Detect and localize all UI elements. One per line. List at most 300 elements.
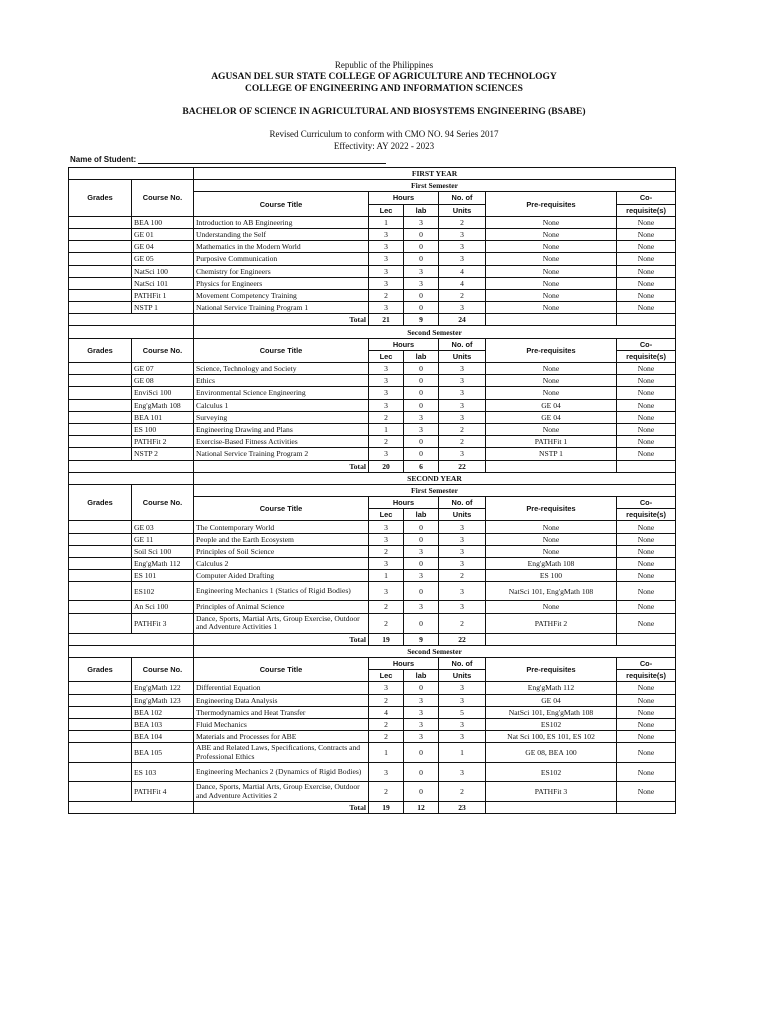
course-title-header: Course Title [194, 497, 369, 521]
corequisites-cell: None [617, 277, 676, 289]
course-row [69, 743, 676, 763]
course-title-cell: Calculus 1 [194, 399, 369, 411]
total-blank-cell [617, 314, 676, 326]
prerequisites-cell: NatSci 101, Eng'gMath 108 [486, 706, 617, 718]
total-blank-cell [69, 633, 194, 645]
hours-header: Hours [369, 192, 439, 204]
total-row [69, 633, 676, 645]
corequisites-cell: None [617, 363, 676, 375]
corequisites-cell: None [617, 241, 676, 253]
units-header-line2: Units [439, 350, 486, 362]
course-row [69, 216, 676, 228]
corequisites-cell: None [617, 763, 676, 782]
units-header-line2: Units [439, 509, 486, 521]
lab-hours-cell: 0 [404, 521, 439, 533]
grade-cell [69, 545, 132, 557]
corequisites-cell: None [617, 731, 676, 743]
total-lab: 12 [404, 802, 439, 814]
grades-header: Grades [69, 484, 132, 521]
lab-hours-cell: 3 [404, 216, 439, 228]
total-lec: 21 [369, 314, 404, 326]
lec-hours-cell: 2 [369, 782, 404, 802]
grade-cell [69, 694, 132, 706]
lab-header: lab [404, 509, 439, 521]
prerequisites-cell: ES102 [486, 763, 617, 782]
lec-hours-cell: 3 [369, 582, 404, 601]
grade-cell [69, 582, 132, 601]
lec-hours-cell: 2 [369, 613, 404, 633]
lec-hours-cell: 1 [369, 423, 404, 435]
total-lab: 9 [404, 314, 439, 326]
grade-cell [69, 375, 132, 387]
lab-hours-cell: 0 [404, 682, 439, 694]
grade-cell [69, 743, 132, 763]
lab-hours-cell: 3 [404, 265, 439, 277]
course-no-cell: PATHFit 2 [132, 436, 194, 448]
corequisites-cell: None [617, 411, 676, 423]
lec-hours-cell: 3 [369, 265, 404, 277]
units-header-line1: No. of [439, 338, 486, 350]
prerequisites-cell: GE 08, BEA 100 [486, 743, 617, 763]
course-row [69, 558, 676, 570]
course-title-cell: The Contemporary World [194, 521, 369, 533]
lab-hours-cell: 0 [404, 253, 439, 265]
course-title-header: Course Title [194, 192, 369, 216]
prerequisites-cell: GE 04 [486, 411, 617, 423]
lec-hours-cell: 2 [369, 718, 404, 730]
prerequisites-cell: ES 100 [486, 570, 617, 582]
header-revision-note: Revised Curriculum to conform with CMO NO. 94 Series 2017 [269, 129, 499, 139]
prerequisites-cell: PATHFit 3 [486, 782, 617, 802]
grade-cell [69, 387, 132, 399]
course-title-cell: National Service Training Program 2 [194, 448, 369, 460]
units-cell: 2 [439, 423, 486, 435]
course-row [69, 682, 676, 694]
total-row [69, 460, 676, 472]
course-no-cell: BEA 102 [132, 706, 194, 718]
lab-hours-cell: 3 [404, 423, 439, 435]
course-title-cell: ABE and Related Laws, Specifications, Contracts and Professional Ethics [194, 743, 369, 763]
units-cell: 2 [439, 782, 486, 802]
units-cell: 3 [439, 387, 486, 399]
corequisites-cell: None [617, 253, 676, 265]
curriculum-table [68, 167, 676, 814]
course-row [69, 423, 676, 435]
prerequisites-cell: None [486, 265, 617, 277]
grade-cell [69, 399, 132, 411]
prerequisites-cell: None [486, 387, 617, 399]
course-row [69, 545, 676, 557]
lec-header: Lec [369, 670, 404, 682]
course-title-cell: Materials and Processes for ABE [194, 731, 369, 743]
lec-hours-cell: 3 [369, 375, 404, 387]
total-units: 22 [439, 460, 486, 472]
lab-hours-cell: 0 [404, 533, 439, 545]
course-row [69, 613, 676, 633]
grade-cell [69, 216, 132, 228]
lec-hours-cell: 2 [369, 601, 404, 613]
corequisites-header-line2: requisite(s) [617, 509, 676, 521]
course-row [69, 570, 676, 582]
header-blank-cell [69, 472, 194, 484]
corequisites-header-line1: Co- [617, 497, 676, 509]
lec-hours-cell: 3 [369, 521, 404, 533]
lab-hours-cell: 0 [404, 228, 439, 240]
header-republic: Republic of the Philippines [334, 60, 434, 70]
prerequisites-cell: NatSci 101, Eng'gMath 108 [486, 582, 617, 601]
lec-hours-cell: 2 [369, 694, 404, 706]
grade-cell [69, 601, 132, 613]
corequisites-cell: None [617, 228, 676, 240]
course-no-cell: PATHFit 3 [132, 613, 194, 633]
prerequisites-cell: None [486, 216, 617, 228]
lec-header: Lec [369, 204, 404, 216]
lab-hours-cell: 0 [404, 782, 439, 802]
corequisites-cell: None [617, 448, 676, 460]
units-cell: 3 [439, 375, 486, 387]
prerequisites-cell: GE 04 [486, 399, 617, 411]
course-no-header: Course No. [132, 657, 194, 681]
lec-hours-cell: 1 [369, 570, 404, 582]
total-blank-cell [486, 314, 617, 326]
total-lab: 6 [404, 460, 439, 472]
grade-cell [69, 782, 132, 802]
course-row [69, 706, 676, 718]
units-cell: 4 [439, 277, 486, 289]
grade-cell [69, 718, 132, 730]
units-header-line2: Units [439, 204, 486, 216]
lab-hours-cell: 3 [404, 411, 439, 423]
course-row [69, 782, 676, 802]
corequisites-cell: None [617, 613, 676, 633]
units-cell: 3 [439, 363, 486, 375]
course-no-cell: An Sci 100 [132, 601, 194, 613]
student-name-blank-line [138, 155, 386, 164]
units-cell: 3 [439, 558, 486, 570]
course-no-cell: BEA 100 [132, 216, 194, 228]
units-cell: 3 [439, 228, 486, 240]
units-header-line1: No. of [439, 497, 486, 509]
header-blank-cell [69, 645, 194, 657]
total-blank-cell [486, 633, 617, 645]
corequisites-cell: None [617, 743, 676, 763]
grade-cell [69, 436, 132, 448]
grade-cell [69, 731, 132, 743]
corequisites-cell: None [617, 582, 676, 601]
units-cell: 3 [439, 411, 486, 423]
semester-title: Second Semester [194, 326, 676, 338]
prerequisites-cell: None [486, 375, 617, 387]
units-cell: 3 [439, 241, 486, 253]
prerequisites-cell: None [486, 241, 617, 253]
units-cell: 1 [439, 743, 486, 763]
student-name-label: Name of Student: [70, 155, 137, 164]
grade-cell [69, 289, 132, 301]
corequisites-cell: None [617, 718, 676, 730]
lab-hours-cell: 0 [404, 582, 439, 601]
lab-hours-cell: 0 [404, 375, 439, 387]
course-no-cell: GE 11 [132, 533, 194, 545]
prerequisites-cell: None [486, 423, 617, 435]
course-title-header: Course Title [194, 338, 369, 362]
total-label: Total [194, 633, 369, 645]
course-title-cell: Dance, Sports, Martial Arts, Group Exercise, Outdoor and Adventure Activities 1 [194, 613, 369, 633]
lec-hours-cell: 2 [369, 411, 404, 423]
course-row [69, 448, 676, 460]
lab-hours-cell: 3 [404, 706, 439, 718]
prerequisites-cell: None [486, 289, 617, 301]
hours-header: Hours [369, 657, 439, 669]
header-effectivity: Effectivity: AY 2022 - 2023 [333, 141, 435, 151]
total-row [69, 314, 676, 326]
units-cell: 3 [439, 399, 486, 411]
course-title-cell: Engineering Drawing and Plans [194, 423, 369, 435]
course-title-cell: Computer Aided Drafting [194, 570, 369, 582]
lab-hours-cell: 0 [404, 436, 439, 448]
total-lec: 20 [369, 460, 404, 472]
course-row [69, 241, 676, 253]
units-cell: 3 [439, 694, 486, 706]
lab-hours-cell: 0 [404, 363, 439, 375]
lab-hours-cell: 3 [404, 694, 439, 706]
course-title-cell: Chemistry for Engineers [194, 265, 369, 277]
corequisites-cell: None [617, 533, 676, 545]
lec-hours-cell: 4 [369, 706, 404, 718]
units-cell: 3 [439, 521, 486, 533]
corequisites-cell: None [617, 436, 676, 448]
semester-title: Second Semester [194, 645, 676, 657]
course-no-cell: ES 100 [132, 423, 194, 435]
lab-hours-cell: 0 [404, 763, 439, 782]
lec-hours-cell: 3 [369, 363, 404, 375]
units-cell: 3 [439, 601, 486, 613]
lab-header: lab [404, 350, 439, 362]
course-no-cell: PATHFit 4 [132, 782, 194, 802]
grade-cell [69, 363, 132, 375]
corequisites-cell: None [617, 302, 676, 314]
lab-hours-cell: 0 [404, 387, 439, 399]
units-cell: 3 [439, 448, 486, 460]
grade-cell [69, 763, 132, 782]
course-row [69, 387, 676, 399]
lec-hours-cell: 3 [369, 399, 404, 411]
course-row [69, 436, 676, 448]
lab-hours-cell: 3 [404, 277, 439, 289]
corequisites-cell: None [617, 694, 676, 706]
lec-header: Lec [369, 509, 404, 521]
units-cell: 3 [439, 718, 486, 730]
units-cell: 3 [439, 682, 486, 694]
corequisites-cell: None [617, 289, 676, 301]
course-no-cell: ES 101 [132, 570, 194, 582]
lec-hours-cell: 3 [369, 387, 404, 399]
prerequisites-header: Pre-requisites [486, 657, 617, 681]
course-no-cell: GE 01 [132, 228, 194, 240]
prerequisites-cell: ES102 [486, 718, 617, 730]
total-blank-cell [486, 460, 617, 472]
grade-cell [69, 253, 132, 265]
prerequisites-cell: NSTP 1 [486, 448, 617, 460]
grades-header: Grades [69, 338, 132, 362]
course-title-cell: Thermodynamics and Heat Transfer [194, 706, 369, 718]
corequisites-cell: None [617, 423, 676, 435]
course-no-header: Course No. [132, 338, 194, 362]
grade-cell [69, 228, 132, 240]
corequisites-header-line1: Co- [617, 192, 676, 204]
prerequisites-cell: None [486, 601, 617, 613]
lec-hours-cell: 3 [369, 682, 404, 694]
course-title-cell: Surveying [194, 411, 369, 423]
units-header-line1: No. of [439, 192, 486, 204]
course-no-cell: ES102 [132, 582, 194, 601]
course-no-cell: Eng'gMath 108 [132, 399, 194, 411]
course-no-cell: BEA 105 [132, 743, 194, 763]
course-row [69, 277, 676, 289]
lab-hours-cell: 3 [404, 570, 439, 582]
total-units: 24 [439, 314, 486, 326]
lab-header: lab [404, 670, 439, 682]
course-row [69, 265, 676, 277]
units-cell: 2 [439, 613, 486, 633]
course-row [69, 253, 676, 265]
units-cell: 3 [439, 545, 486, 557]
course-title-header: Course Title [194, 657, 369, 681]
course-title-cell: Ethics [194, 375, 369, 387]
grade-cell [69, 448, 132, 460]
course-no-header: Course No. [132, 180, 194, 217]
course-no-header: Course No. [132, 484, 194, 521]
corequisites-header-line1: Co- [617, 657, 676, 669]
course-row [69, 731, 676, 743]
course-title-cell: Exercise-Based Fitness Activities [194, 436, 369, 448]
total-units: 22 [439, 633, 486, 645]
units-cell: 3 [439, 302, 486, 314]
course-title-cell: Purposive Communication [194, 253, 369, 265]
hours-header: Hours [369, 338, 439, 350]
corequisites-cell: None [617, 558, 676, 570]
prerequisites-cell: PATHFit 2 [486, 613, 617, 633]
corequisites-cell: None [617, 782, 676, 802]
units-cell: 3 [439, 253, 486, 265]
total-blank-cell [69, 314, 194, 326]
lec-hours-cell: 3 [369, 228, 404, 240]
course-row [69, 363, 676, 375]
total-blank-cell [617, 802, 676, 814]
course-no-cell: GE 08 [132, 375, 194, 387]
corequisites-cell: None [617, 375, 676, 387]
lec-hours-cell: 3 [369, 558, 404, 570]
total-lec: 19 [369, 633, 404, 645]
corequisites-header-line2: requisite(s) [617, 204, 676, 216]
course-no-cell: BEA 103 [132, 718, 194, 730]
header-school-name: AGUSAN DEL SUR STATE COLLEGE OF AGRICULTURE AND TECHNOLOGY [211, 72, 557, 82]
prerequisites-header: Pre-requisites [486, 192, 617, 216]
lab-hours-cell: 0 [404, 448, 439, 460]
course-row [69, 533, 676, 545]
units-cell: 3 [439, 731, 486, 743]
lab-hours-cell: 0 [404, 743, 439, 763]
lec-hours-cell: 3 [369, 241, 404, 253]
lab-header: lab [404, 204, 439, 216]
year-title: SECOND YEAR [194, 472, 676, 484]
grade-cell [69, 265, 132, 277]
grade-cell [69, 241, 132, 253]
semester-title: First Semester [194, 484, 676, 496]
lec-header: Lec [369, 350, 404, 362]
course-no-cell: Eng'gMath 112 [132, 558, 194, 570]
corequisites-cell: None [617, 682, 676, 694]
course-row [69, 399, 676, 411]
grades-header: Grades [69, 180, 132, 217]
prerequisites-cell: Eng'gMath 108 [486, 558, 617, 570]
prerequisites-cell: None [486, 363, 617, 375]
course-title-cell: Mathematics in the Modern World [194, 241, 369, 253]
grade-cell [69, 521, 132, 533]
corequisites-header-line1: Co- [617, 338, 676, 350]
course-no-cell: PATHFit 1 [132, 289, 194, 301]
prerequisites-cell: None [486, 302, 617, 314]
lec-hours-cell: 3 [369, 253, 404, 265]
total-blank-cell [617, 460, 676, 472]
grades-header: Grades [69, 657, 132, 681]
total-lab: 9 [404, 633, 439, 645]
units-cell: 3 [439, 582, 486, 601]
prerequisites-cell: PATHFit 1 [486, 436, 617, 448]
prerequisites-cell: None [486, 228, 617, 240]
course-no-cell: Eng'gMath 123 [132, 694, 194, 706]
grade-cell [69, 570, 132, 582]
lab-hours-cell: 3 [404, 601, 439, 613]
corequisites-cell: None [617, 521, 676, 533]
course-title-cell: National Service Training Program 1 [194, 302, 369, 314]
lec-hours-cell: 2 [369, 289, 404, 301]
grade-cell [69, 533, 132, 545]
units-header-line2: Units [439, 670, 486, 682]
total-blank-cell [69, 802, 194, 814]
lab-hours-cell: 0 [404, 241, 439, 253]
corequisites-cell: None [617, 601, 676, 613]
grade-cell [69, 277, 132, 289]
course-no-cell: GE 07 [132, 363, 194, 375]
course-title-cell: People and the Earth Ecosystem [194, 533, 369, 545]
course-title-cell: Introduction to AB Engineering [194, 216, 369, 228]
grade-cell [69, 302, 132, 314]
lab-hours-cell: 0 [404, 613, 439, 633]
prerequisites-cell: None [486, 545, 617, 557]
corequisites-header-line2: requisite(s) [617, 670, 676, 682]
corequisites-cell: None [617, 706, 676, 718]
course-row [69, 375, 676, 387]
lec-hours-cell: 2 [369, 545, 404, 557]
course-row [69, 582, 676, 601]
total-label: Total [194, 802, 369, 814]
corequisites-cell: None [617, 570, 676, 582]
grade-cell [69, 558, 132, 570]
units-cell: 2 [439, 570, 486, 582]
course-row [69, 228, 676, 240]
units-cell: 3 [439, 533, 486, 545]
prerequisites-header: Pre-requisites [486, 338, 617, 362]
header-blank-cell [69, 168, 194, 180]
total-blank-cell [617, 633, 676, 645]
prerequisites-header: Pre-requisites [486, 497, 617, 521]
course-title-cell: Dance, Sports, Martial Arts, Group Exercise, Outdoor and Adventure Activities 2 [194, 782, 369, 802]
grade-cell [69, 682, 132, 694]
lab-hours-cell: 0 [404, 399, 439, 411]
course-row [69, 289, 676, 301]
course-no-cell: Eng'gMath 122 [132, 682, 194, 694]
prerequisites-cell: None [486, 253, 617, 265]
